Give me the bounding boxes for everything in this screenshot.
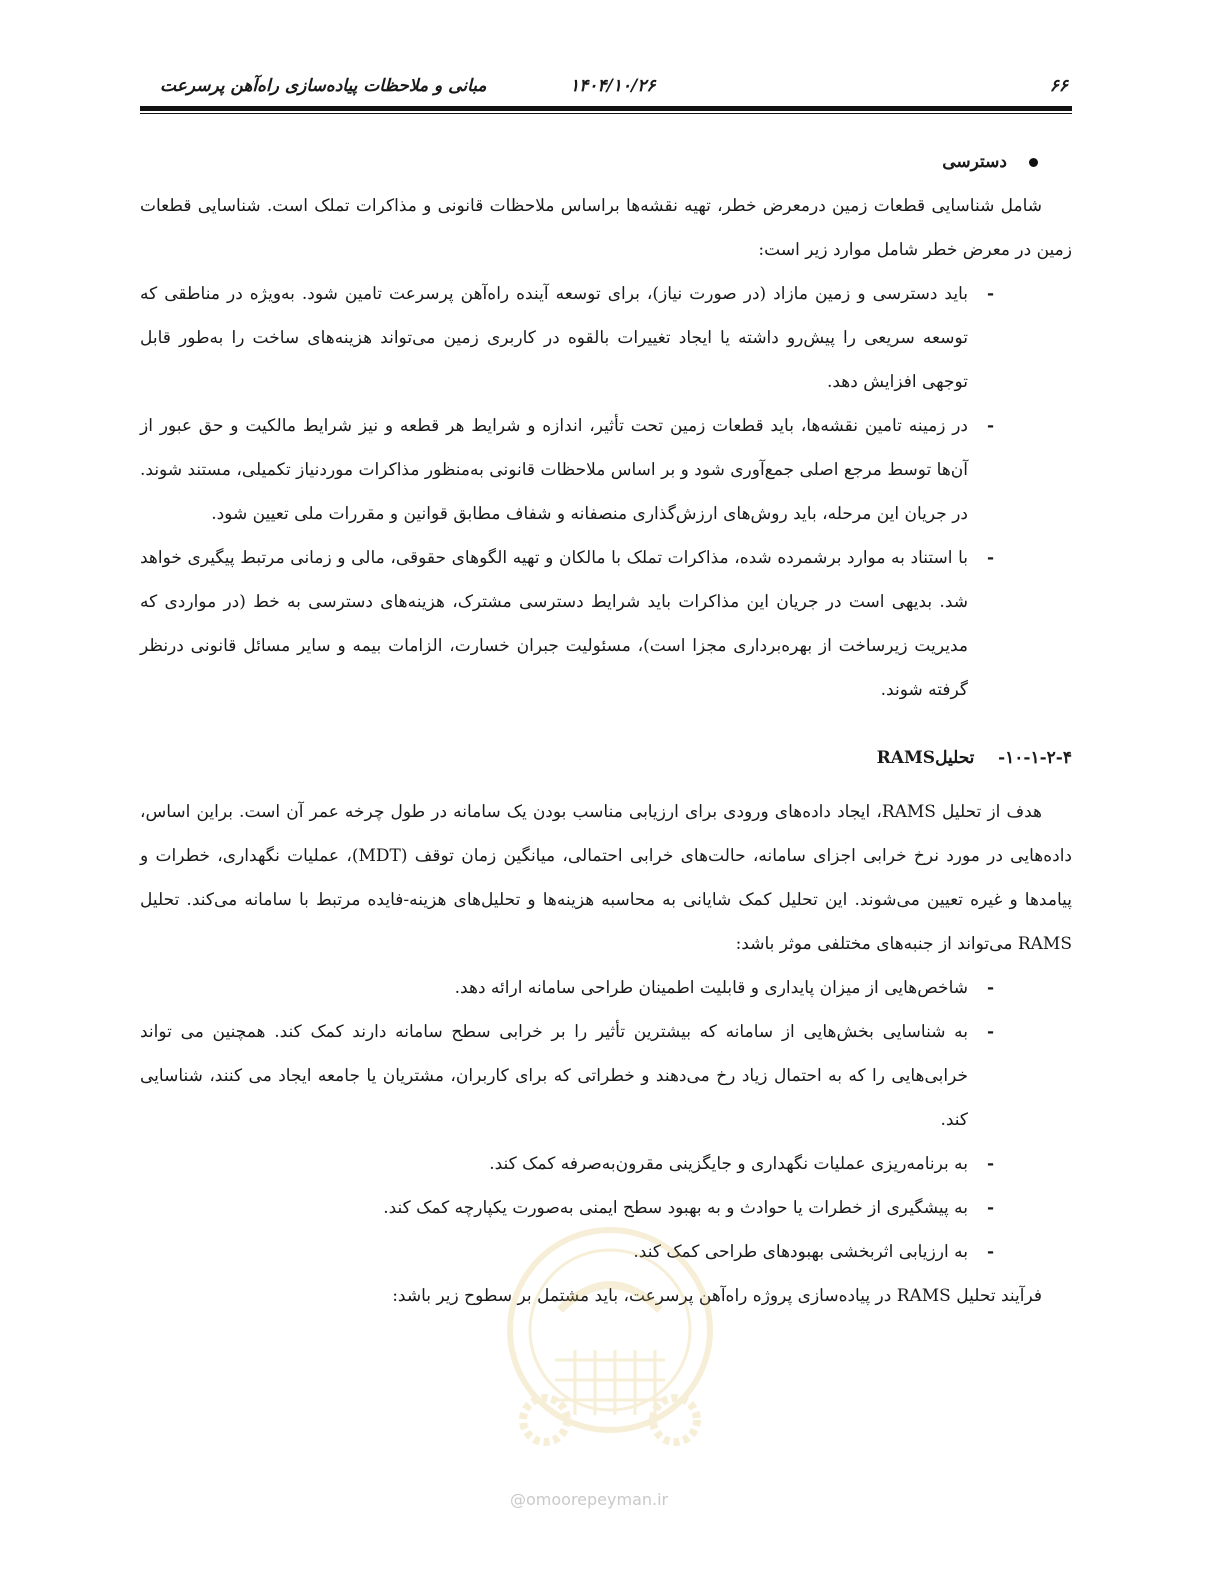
list-item [140,272,1072,404]
header-rule-thick [140,106,1072,111]
list-item [140,966,1072,1010]
dash-icon: - [986,1154,994,1174]
access-item-text: در زمینه تامین نقشه‌ها، باید قطعات زمین تحت تأثیر، اندازه و شرایط هر قطعه و نیز شرایط مالکیت و حق عبور از آن‌ها توسط مرجع اصلی جمع‌آوری شود و بر اساس ملاحظات قانونی به‌منظور مذاکرات موردنیاز تکمیلی، مستند شوند. در جریان این مرحله، باید روش‌های ارزش‌گذاری منصفانه و شفاف مطابق قوانین و مقررات ملی تعیین شود. [140,416,968,524]
access-item-text: با استناد به موارد برشمرده شده، مذاکرات تملک با مالکان و تهیه الگوهای حقوقی، مالی و زمانی مرتبط پیگیری خواهد شد. بدیهی است در جریان این مذاکرات باید شرایط دسترسی مشترک، هزینه‌های دسترسی به خط (در مواردی که مدیریت زیرساخت از بهره‌برداری مجزا است)، مسئولیت جبران خسارت، الزامات بیمه و سایر مسائل قانونی درنظر گرفته شوند. [140,548,968,700]
rams-item-text: به برنامه‌ریزی عملیات نگهداری و جایگزینی مقرون‌به‌صرفه کمک کند. [489,1154,968,1174]
list-item [140,1010,1072,1142]
section-number: ۱۰-۱-۲-۴- [998,748,1072,768]
dash-icon: - [986,1242,994,1262]
rams-intro: هدف از تحلیل RAMS، ایجاد داده‌های ورودی برای ارزیابی مناسب بودن یک سامانه در طول چرخه عمر آن است. براین اساس، داده‌هایی در مورد نرخ خرابی اجزای سامانه، حالت‌های خرابی احتمالی، میانگین زمان توقف (MDT)، عملیات نگهداری، خطرات و پیامدها و غیره تعیین می‌شوند. این تحلیل کمک شایانی به محاسبه هزینه‌ها و تحلیل‌های هزینه-فایده مرتبط با سامانه می‌کند. تحلیل RAMS می‌تواند از جنبه‌های مختلفی موثر باشد: [140,802,1072,954]
access-item-text: باید دسترسی و زمین مازاد (در صورت نیاز)، برای توسعه آینده راه‌آهن پرسرعت تامین شود. به‌ویژه در مناطقی که توسعه سریعی را پیش‌رو داشته یا ایجاد تغییرات بالقوه در کاربری زمین می‌تواند هزینه‌های ساخت را به‌طور قابل توجهی افزایش دهد. [140,284,968,392]
list-item [140,1186,1072,1230]
list-item [140,1230,1072,1274]
access-heading [140,140,1072,184]
header-date: ۱۴۰۴/۱۰/۲۶ [570,76,656,96]
list-item [140,536,1072,712]
rams-closing: فرآیند تحلیل RAMS در پیاده‌سازی پروژه راه‌آهن پرسرعت، باید مشتمل بر سطوح زیر باشد: [392,1286,1042,1306]
dash-icon: - [986,416,994,436]
rams-item-text: به شناسایی بخش‌هایی از سامانه که بیشترین تأثیر را بر خرابی سطح سامانه دارند کمک کند. همچنین می تواند خرابی‌هایی را که به احتمال زیاد رخ می‌دهند و خطراتی که برای کاربران، مشتریان یا جامعه ایجاد می کنند، شناسایی کند. [140,1022,968,1130]
section-title: تحلیلRAMS [876,748,975,768]
list-item [140,404,1072,536]
watermark-url: @omoorepeyman.ir [510,1490,669,1509]
access-intro: شامل شناسایی قطعات زمین درمعرض خطر، تهیه نقشه‌ها براساس ملاحظات قانونی و مذاکرات تملک است. شناسایی قطعات زمین در معرض خطر شامل موارد زیر است: [140,196,1072,260]
rams-item-text: به ارزیابی اثربخشی بهبودهای طراحی کمک کند. [633,1242,968,1262]
dash-icon: - [986,1022,994,1042]
access-heading-text: دسترسی [942,152,1007,172]
bullet-icon [1029,158,1038,167]
list-item [140,1142,1072,1186]
dash-icon: - [986,978,994,998]
rams-list [140,966,1072,1274]
page-header [140,72,1072,102]
rams-item-text: شاخص‌هایی از میزان پایداری و قابلیت اطمینان طراحی سامانه ارائه دهد. [454,978,968,998]
header-title: مبانی و ملاحظات پیاده‌سازی راه‌آهن پرسرعت [160,76,487,96]
page-number: ۶۶ [1049,76,1068,96]
dash-icon: - [986,284,994,304]
rams-section-heading [140,736,1072,780]
header-rule-thin [140,113,1072,114]
dash-icon: - [986,1198,994,1218]
page-content [140,140,1072,1318]
access-list [140,272,1072,712]
dash-icon: - [986,548,994,568]
rams-item-text: به پیشگیری از خطرات یا حوادث و به بهبود سطح ایمنی به‌صورت یکپارچه کمک کند. [383,1198,968,1218]
